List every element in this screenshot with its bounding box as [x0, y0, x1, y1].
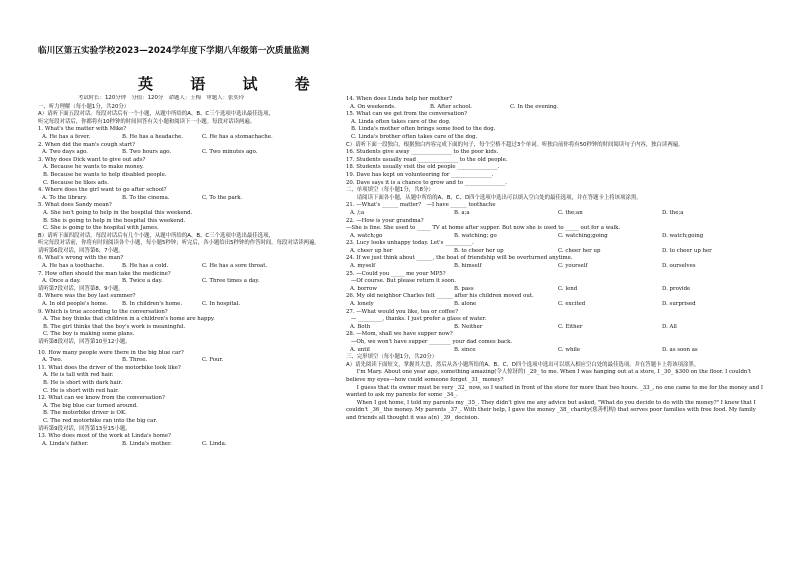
answer-option: C. Linda. — [202, 440, 227, 447]
answer-option: B. To the cinema. — [122, 194, 170, 201]
answer-option: C. He has a sore throat. — [202, 263, 268, 270]
answer-options — [38, 301, 338, 309]
section-instruction: 请阅读下面各小题，从题中所给的A、B、C、D四个选项中选出可以填入空白处的最佳选项，并在答题卡上将该项涂黑。 — [346, 194, 642, 201]
answer-option: B. After school. — [430, 103, 473, 110]
passage-paragraph: I guess that its owner must be very _32_ now, so I waited in front of the store for more than two hours. _33_, no one came to me for the money and I wanted to ask my parents for some _34_. — [346, 384, 764, 399]
answer-option: C. the;an — [558, 209, 583, 216]
answer-options — [346, 301, 766, 309]
question-stem: 23. Lucy looks unhappy today. Let's __________. — [346, 240, 474, 247]
question-stem: 22. —How is your grandma? — [346, 217, 424, 224]
question-stem: 21. —What's ______ matter? —I have ______ toothache — [346, 202, 496, 209]
question-stem: 12. What can we know from the conversation? — [38, 395, 165, 402]
answer-options — [38, 263, 338, 271]
answer-option: B. alone — [454, 301, 477, 308]
question-stem: 11. What does the driver of the motorbike look like? — [38, 364, 181, 371]
answer-option: A. cheer up her — [350, 247, 393, 254]
question-stem: 18. Students usually visit the old people _______________. — [346, 164, 500, 171]
answer-options — [346, 263, 766, 271]
answer-choice-line: C. The boy is making some plans. — [43, 331, 135, 338]
section-instruction: 请听第9段对话，回答第13至15小题。 — [38, 425, 131, 432]
answer-option: D. as soon as — [662, 346, 698, 353]
answer-option: B. Two hours ago. — [122, 149, 172, 156]
section-instruction: A）请听下面五段对话。每段对话后有一个小题，从题中所给的A、B、C三个选项中选出最佳选项， — [38, 111, 274, 118]
question-stem: 15. What can we get from the conversation? — [346, 111, 468, 118]
answer-option: C. while — [558, 346, 581, 353]
answer-option: A. Linda's father. — [42, 440, 89, 447]
section-instruction: 一、听力理解（每小题1分，共20分） — [38, 103, 130, 110]
question-stem: 7. How often should the man take the medicine? — [38, 270, 171, 277]
answer-options — [38, 149, 338, 157]
answer-option: A. Two. — [42, 357, 63, 364]
answer-option: D. All — [662, 323, 677, 330]
question-stem: 26. My old neighbor Charles felt ______ after his children moved out. — [346, 293, 534, 300]
answer-option: D. watch;going — [662, 232, 704, 239]
answer-choice-line: A. She isn't going to help in the hospital this weekend. — [43, 209, 193, 216]
answer-option: C. To the park. — [202, 194, 243, 201]
passage-paragraph: When I got home, I told my parents my _35_. They didn't give me any advice but asked, "What do you decide to do with the money?" I knew that I couldn't _36_ the money. My parents _37_. With their help, I gave the money _38_ charity(慈善机构) that serves poor families with free food. My family and friends all thought it was a(n) _39_ decision. — [346, 399, 756, 421]
answer-options — [346, 233, 766, 241]
left-column — [38, 95, 338, 448]
answer-option: A. Both — [350, 323, 371, 330]
answer-option: D. the;a — [662, 209, 684, 216]
answer-choice-line: A. The big blue car turned around. — [43, 402, 138, 409]
answer-option: D. surprised — [662, 301, 696, 308]
question-stem: 10. How many people were there in the big blue car? — [38, 349, 184, 356]
answer-choice-line: A. He is tall with red hair. — [43, 372, 114, 379]
answer-options — [38, 134, 338, 142]
answer-option: C. excited — [558, 301, 586, 308]
answer-choice-line: B. He is short with dark hair. — [43, 379, 123, 386]
question-stem: 3. Why does Dick want to give out ads? — [38, 156, 146, 163]
answer-option: B. He has a headache. — [122, 133, 184, 140]
exam-title: 英 语 试 卷 — [138, 75, 326, 93]
answer-option: C. In the evening. — [510, 103, 559, 110]
answer-option: B. to cheer her up — [454, 247, 504, 254]
page-title: 临川区第五实验学校2023—2024学年度下学期八年级第一次质量监测 — [38, 46, 310, 56]
answer-options — [346, 324, 766, 332]
answer-option: B. a;a — [454, 209, 470, 216]
section-instruction: 听完每段对话后，你都将有10秒钟的时间回答有关小题和阅读下一小题。每段对话读两遍。 — [38, 118, 256, 125]
question-stem: 6. What's wrong with the man? — [38, 255, 124, 262]
answer-option: C. He has a stomachache. — [202, 133, 273, 140]
section-instruction: A）请先阅读下面短文，掌握其大意，然后从各小题所给的A、B、C、D四个选项中选出可以填入相应空白处的最佳选项，并在答题卡上将该项涂黑。 — [346, 361, 700, 368]
answer-option: A. borrow — [350, 285, 378, 292]
answer-option: C. Two minutes ago. — [202, 149, 258, 156]
question-stem: 13. Who does most of the work at Linda's home? — [38, 433, 171, 440]
answer-option: A. In old people's home. — [42, 301, 108, 308]
answer-choice-line: B. Because he wants to help disabled people. — [43, 171, 167, 178]
answer-option: A. He has a fever. — [42, 133, 91, 140]
answer-option: D. ourselves — [662, 263, 696, 270]
answer-option: B. pass — [454, 285, 474, 292]
answer-options — [346, 104, 766, 112]
question-stem: 20. Dave says it is a chance to grow and to _______________. — [346, 179, 507, 186]
answer-option: B. In children's home. — [122, 301, 183, 308]
question-stem: 28. —Mom, shall we have supper now? — [346, 331, 453, 338]
answer-option: A. /;a — [350, 209, 365, 216]
answer-option: A. On weekends. — [350, 103, 396, 110]
question-stem: 2. When did the man's cough start? — [38, 141, 136, 148]
answer-option: D. provide — [662, 285, 691, 292]
answer-option: C. Four. — [202, 357, 224, 364]
answer-options — [346, 286, 766, 294]
answer-option: D. to cheer up her — [662, 247, 712, 254]
answer-option: A. lonely — [350, 301, 374, 308]
answer-choice-line: B. The motorbike driver is OK. — [43, 410, 127, 417]
answer-option: B. watching; go — [454, 232, 497, 239]
answer-option: C. Either — [558, 323, 583, 330]
answer-option: A. Two days ago. — [42, 149, 89, 156]
answer-choice-line: B. She is going to help in the hospital this weekend. — [43, 217, 186, 224]
section-instruction: B）请听下面四段对话。每段对话后有几个小题，从题中所给的A、B、C三个选项中选出最佳选项， — [38, 232, 274, 239]
question-stem: 9. Which is true according to the conversation? — [38, 308, 168, 315]
answer-choice-line: C. Because he likes ads. — [43, 179, 109, 186]
answer-option: B. Three. — [122, 357, 148, 364]
answer-options — [38, 195, 338, 203]
answer-option: A. To the library. — [42, 194, 88, 201]
question-stem: 27. —What would you like, tea or coffee? — [346, 308, 458, 315]
section-instruction: 听完每段对话前，你将有时间阅读各个小题，每小题5秒钟；听完后，各小题给出5秒钟的作答时间。每段对话读两遍。 — [38, 240, 320, 247]
answer-choice-line: —Of course. But please return it soon. — [351, 278, 456, 285]
answer-choice-line: B. Linda's mother often brings some food to the dog. — [351, 126, 496, 133]
answer-choice-line: A. The boy thinks that children in a children's home are happy. — [43, 316, 215, 323]
answer-option: C. In hospital. — [202, 301, 241, 308]
answer-option: A. watch;go — [350, 232, 383, 239]
answer-choice-line: A. Linda often takes care of the dog. — [351, 118, 451, 125]
answer-option: B. Neither — [454, 323, 483, 330]
section-instruction: 请听第7段对话，回答第8、9小题。 — [38, 285, 124, 292]
section-instruction: 三、完形填空（每小题1分，共20分） — [346, 354, 438, 361]
answer-option: B. Twice a day. — [122, 278, 163, 285]
answer-option: B. since — [454, 346, 476, 353]
answer-option: C. watching;going — [558, 232, 608, 239]
question-stem: 25. —Could you _____ me your MP5? — [346, 270, 446, 277]
exam-info: 考试时长：120分钟 分值：120分 命题人：王梅 审题人：张奕玲 — [78, 95, 245, 101]
question-stem: 16. Students give away _______________ to the poor kids. — [346, 149, 499, 156]
question-stem: 8. Where was the boy last summer? — [38, 293, 136, 300]
answer-option: B. himself — [454, 263, 482, 270]
section-instruction: 请听第8段对话，回答第10至12小题。 — [38, 339, 131, 345]
answer-choice-line: B. The girl thinks that the boy's work is meaningful. — [43, 323, 186, 330]
question-stem: 24. If we just think about ______, the boat of friendship will be overturned anytime. — [346, 255, 573, 262]
answer-option: C. yourself — [558, 263, 588, 270]
answer-option: A. until — [350, 346, 370, 353]
answer-choice-line: C. The red motorbike ran into the big car. — [43, 417, 158, 424]
answer-option: B. He has a cold. — [122, 263, 169, 270]
answer-choice-line: C. He is short with red hair. — [43, 387, 119, 394]
right-column — [346, 96, 766, 423]
answer-option: C. cheer her up — [558, 247, 601, 254]
question-stem: 1. What's the matter with Mike? — [38, 126, 127, 133]
answer-choice-line: C. She is going to the hospital with James. — [43, 225, 159, 232]
question-stem: 5. What does Sandy mean? — [38, 202, 112, 209]
answer-option: C. lend — [558, 285, 578, 292]
answer-choice-line: C. Linda's brother often takes care of the dog. — [351, 133, 478, 140]
answer-options — [38, 278, 338, 286]
answer-choice-line: — _________, thanks. I just prefer a glass of water. — [351, 316, 487, 323]
section-instruction: 二、单项填空（每小题1分，共8分） — [346, 187, 434, 194]
answer-options — [346, 248, 766, 256]
answer-option: A. He has a toothache. — [42, 263, 104, 270]
answer-option: C. Three times a day. — [202, 278, 260, 285]
answer-option: A. myself — [350, 263, 376, 270]
passage-paragraph: —She is fine. She used to _____ TV at home after supper. But now she is used to _____ out for a walk. — [346, 225, 621, 232]
passage-paragraph: I'm Mary. About one year ago, something amazing(令人惊讶的) _29_ to me. When I was hanging out at a store, I _30_ $300 on the floor. I couldn't believe my eyes—how could someone forget _31_ money? — [346, 369, 752, 383]
question-stem: 4. Where does the girl want to go after school? — [38, 187, 167, 194]
answer-choice-line: A. Because he wants to make money. — [43, 164, 144, 171]
answer-choice-line: —Oh, we won't have supper ________ your dad comes back. — [351, 339, 513, 345]
section-instruction: 请听第6段对话，回答第6、7小题。 — [38, 247, 124, 254]
question-stem: 14. When does Linda help her mother? — [346, 96, 453, 102]
question-stem: 19. Dave has kept on volunteering for _______________. — [346, 171, 494, 178]
answer-option: A. Once a day. — [42, 278, 81, 285]
answer-options — [346, 210, 766, 218]
answer-options — [38, 357, 338, 365]
section-instruction: C）请听下面一段独白，根据独白内容完成下面的句子，每个空格不超过3个单词。听独白前你将有50秒钟的时间阅读句子内容，独白读两遍。 — [346, 141, 684, 148]
answer-options — [38, 441, 338, 449]
answer-option: B. Linda's mother. — [122, 440, 172, 447]
question-stem: 17. Students usually read _______________ to the old people. — [346, 156, 508, 163]
